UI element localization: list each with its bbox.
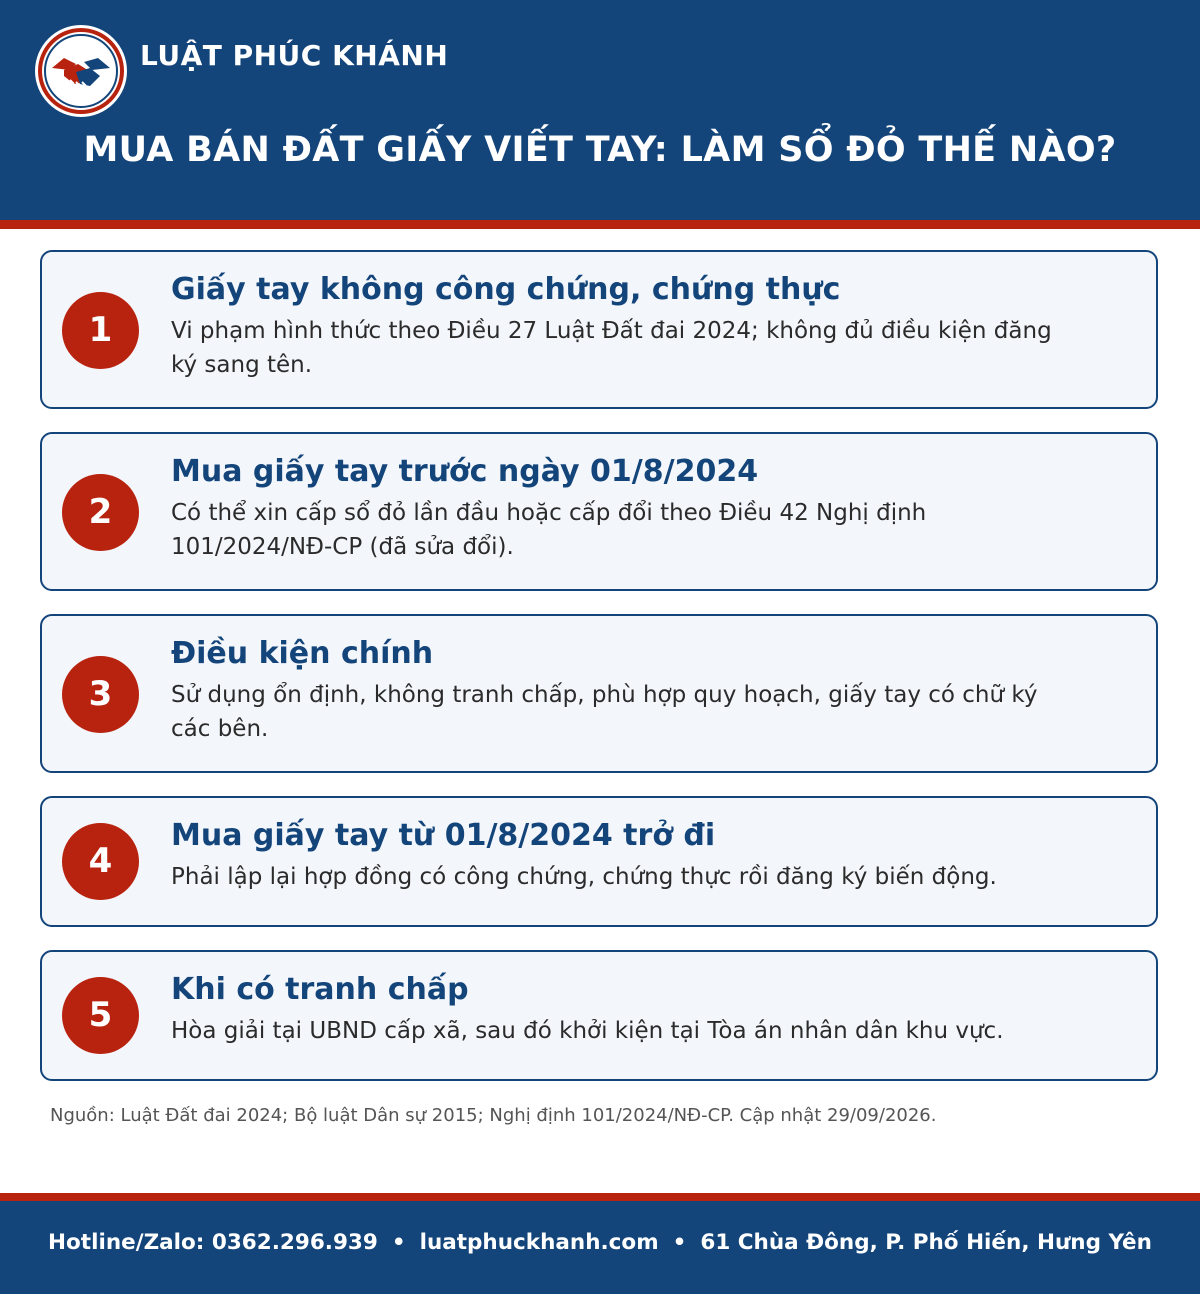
card-title: Mua giấy tay từ 01/8/2024 trở đi (171, 818, 716, 853)
card-title: Mua giấy tay trước ngày 01/8/2024 (171, 454, 759, 489)
card-title: Giấy tay không công chứng, chứng thực (171, 272, 841, 307)
card-description: Hòa giải tại UBND cấp xã, sau đó khởi kiện tại Tòa án nhân dân khu vực. (171, 1018, 1004, 1044)
step-number-badge: 4 (62, 823, 139, 900)
footer-divider (0, 1193, 1200, 1201)
footer-separator: • (391, 1230, 406, 1255)
info-card-2 (40, 432, 1158, 591)
step-number-badge: 2 (62, 474, 139, 551)
info-card-3 (40, 614, 1158, 773)
card-description: Có thể xin cấp sổ đỏ lần đầu hoặc cấp đổi theo Điều 42 Nghị định 101/2024/NĐ-CP (đã sửa đổi). (171, 500, 927, 560)
source-note: Nguồn: Luật Đất đai 2024; Bộ luật Dân sự 2015; Nghị định 101/2024/NĐ-CP. Cập nhật 29/09/2026. (50, 1105, 937, 1126)
card-title: Điều kiện chính (171, 636, 434, 671)
footer-separator: • (672, 1230, 687, 1255)
footer-contact (0, 1226, 1200, 1260)
card-description: Sử dụng ổn định, không tranh chấp, phù hợp quy hoạch, giấy tay có chữ ký các bên. (171, 682, 1038, 742)
step-number-badge: 1 (62, 292, 139, 369)
footer-website: luatphuckhanh.com (419, 1230, 659, 1255)
page-title: MUA BÁN ĐẤT GIẤY VIẾT TAY: LÀM SỔ ĐỎ THẾ NÀO? (83, 130, 1117, 170)
handshake-icon (34, 24, 128, 118)
info-card-1 (40, 250, 1158, 409)
footer-hotline: Hotline/Zalo: 0362.296.939 (48, 1230, 378, 1255)
card-title: Khi có tranh chấp (171, 972, 469, 1007)
brand-name: LUẬT PHÚC KHÁNH (140, 39, 449, 72)
footer-address: 61 Chùa Đông, P. Phố Hiến, Hưng Yên (700, 1230, 1152, 1255)
info-card-5 (40, 950, 1158, 1081)
header-divider (0, 220, 1200, 229)
card-description: Vi phạm hình thức theo Điều 27 Luật Đất đai 2024; không đủ điều kiện đăng ký sang tên. (171, 318, 1052, 378)
card-description: Phải lập lại hợp đồng có công chứng, chứng thực rồi đăng ký biến động. (171, 864, 997, 890)
step-number-badge: 5 (62, 977, 139, 1054)
step-number-badge: 3 (62, 656, 139, 733)
info-card-4 (40, 796, 1158, 927)
header-banner (0, 0, 1200, 220)
